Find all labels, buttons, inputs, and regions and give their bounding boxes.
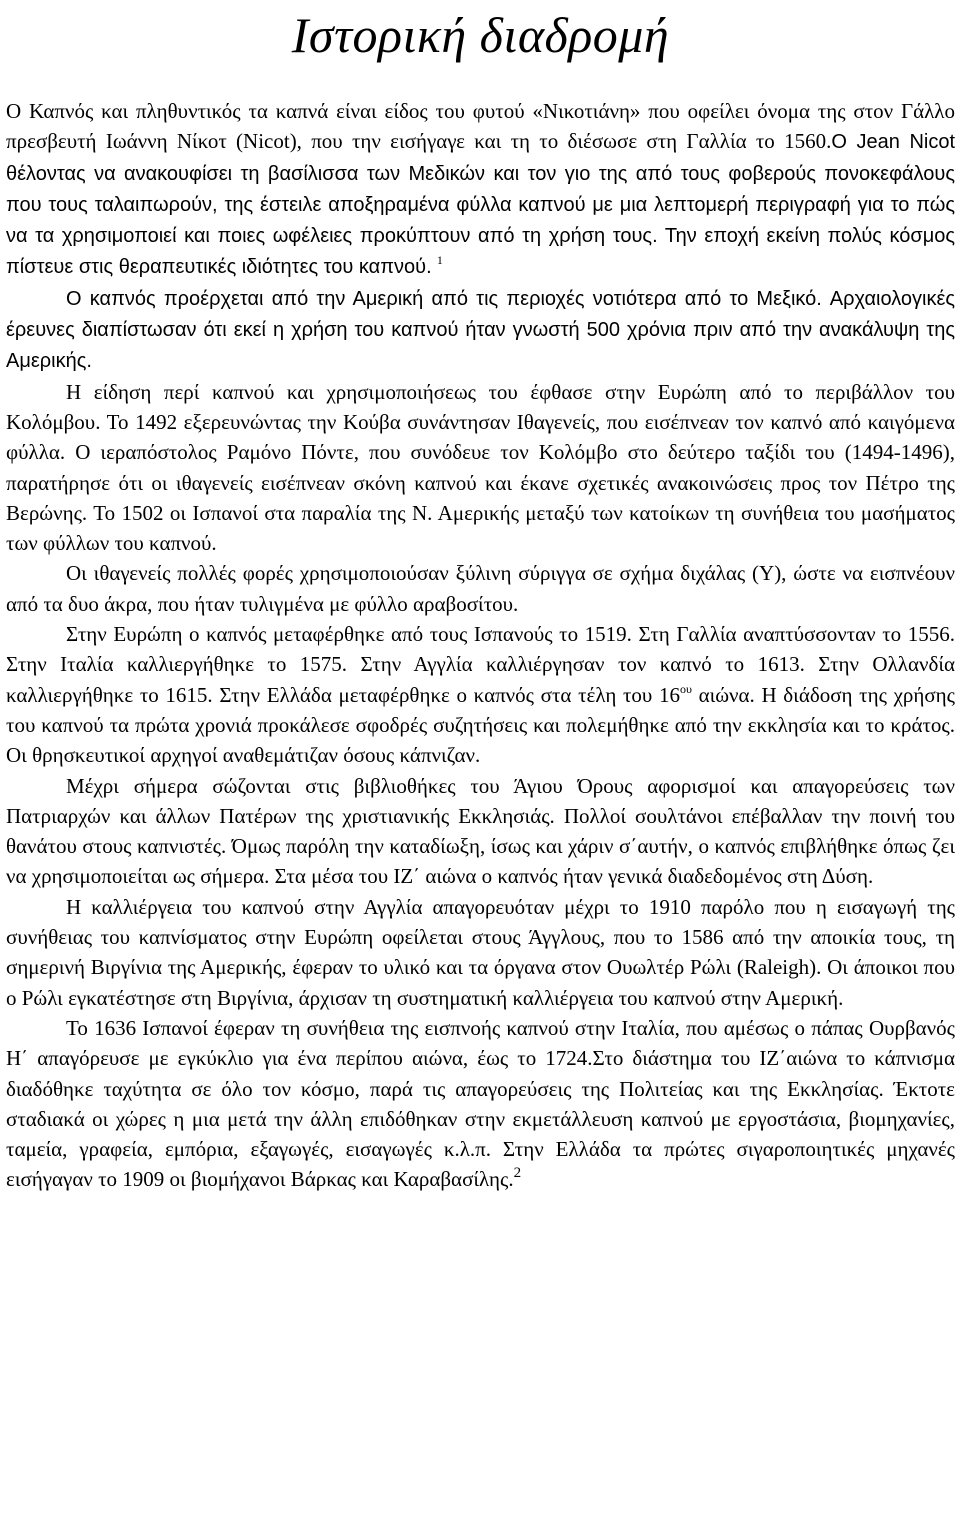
paragraph-natives-pipe: Οι ιθαγενείς πολλές φορές χρησιμοποιούσαν ξύλινη σύριγγα σε σχήμα διχάλας (Υ), ώστε να εισπνέουν από τα δυο άκρα, που ήταν τυλιγμένα με φύλλο αραβοσίτου. xyxy=(6,561,955,616)
paragraph-italy-industry xyxy=(6,1013,955,1195)
ordinal-superscript: ου xyxy=(679,681,692,696)
paragraph-nicot-story: Ο Jean Nicot θέλοντας να ανακουφίσει τη βασίλισσα των Μεδικών και τον γιο της από τους φοβερούς πονοκεφάλους που τους ταλαιπωρούν, της έστειλε αποξηραμένα φύλλα καπνού με μια λεπτομερή περιγραφή για το πώς να τα χρησιμοποιεί και ποιες ωφέλειες προκύπτουν από τη χρήση τους. Την εποχή εκείνη πολύς κόσμος πίστευε στις θεραπευτικές ιδιότητες του καπνού. xyxy=(6,131,956,279)
footnote-ref-2: 2 xyxy=(513,1165,522,1182)
document-body xyxy=(6,68,955,1195)
page-title: Ιστορική διαδρομή xyxy=(291,7,670,63)
paragraph-europe-spread-text: Στην Ευρώπη ο καπνός μεταφέρθηκε από τους Ισπανούς το 1519. Στη Γαλλία αναπτύσσονταν το 1556. Στην Ιταλία καλλιεργήθηκε το 1575. Στην Αγγλία καλλιέργησαν τον καπνό το 1613. Στην Ολλανδία καλλιεργήθηκε το 1615. Στην Ελλάδα μεταφέρθηκε ο καπνός στα τέλη του 16 xyxy=(6,622,955,707)
paragraph-church-bans: Μέχρι σήμερα σώζονται στις βιβλιοθήκες του Άγιου Όρους αφορισμοί και απαγορεύσεις των Πατριαρχών και άλλων Πατέρων της χριστιανικής Εκκλησιάς. Πολλοί σουλτάνοι επέβαλλαν την ποινή του θανάτου στους καπνιστές. Όμως παρόλη την καταδίωξη, ίσως και χάριν σ΄αυτήν, ο καπνός επιβλήθηκε όπως ζει να χρησιμοποιείται ως σήμερα. Στα μέσα του ΙΖ΄ αιώνα ο καπνός ήταν γενικά διαδεδομένος στη Δύση. xyxy=(6,773,955,889)
paragraph-archaeology: Αρχαιολογικές έρευνες διαπίστωσαν ότι εκεί η χρήση του καπνού ήταν γνωστή 500 χρόνια πριν από την ανακάλυψη της Αμερικής. xyxy=(6,287,956,373)
paragraph-england: Η καλλιέργεια του καπνού στην Αγγλία απαγορευόταν μέχρι το 1910 παρόλο που η εισαγωγή της συνήθειας του καπνίσματος στην Ευρώπη οφείλεται στους Άγγλους, που το 1586 από την αποικία τους, τη σημερινή Βιργίνια της Αμερικής, έφεραν το υλικό και τα όργανα στον Ουωλτέρ Ρώλι (Raleigh). Οι άποικοι που ο Ρώλι εγκατέστησε στη Βιργίνια, άρχισαν τη συστηματική καλλιέργεια του καπνού στην Αμερική. xyxy=(6,894,955,1010)
paragraph-origin-name xyxy=(6,96,955,283)
paragraph-columbus: Η είδηση περί καπνού και χρησιμοποιήσεως του έφθασε στην Ευρώπη από το περιβάλλον του Κολόμβου. Το 1492 εξερευνώντας την Κούβα συνάντησαν Ιθαγενείς, που εισέπνεαν τον καπνό από καιγόμενα φύλλα. Ο ιεραπόστολος Ραμόνο Πόντε, που συνόδευε τον Κολόμβο στο δεύτερο ταξίδι του (1494-1496), παρατήρησε ότι οι ιθαγενείς εισέπνεαν σκόνη καπνού και έκανε σχετικές ανακοινώσεις προς τον Πέτρο της Βερώνης. Το 1502 οι Ισπανοί στα παραλία της Ν. Αμερικής μεταξύ των κατοίκων τη συνήθεια του μασήματος των φύλλων του καπνού. xyxy=(6,379,955,556)
footnote-ref-1: 1 xyxy=(436,253,443,268)
paragraph-europe-spread-text-2: αιώνα. Η διάδοση της χρήσης του καπνού τα πρώτα χρονιά προκάλεσε σφοδρές συζητήσεις και πολεμήθηκε από την εκκλησία και το κράτος. Οι θρησκευτικοί αρχηγοί αναθεμάτιζαν όσους κάπνιζαν. xyxy=(6,682,955,768)
paragraph-origin-name-text: Ο Καπνός και πληθυντικός τα καπνά είναι είδος του φυτού «Νικοτιάνη» που οφείλει όνομα της στον Γάλλο πρεσβευτή Ιωάννη Νίκοτ (Nicot), που την εισήγαγε και τη το διέσωσε στη Γαλλία το 1560. xyxy=(6,99,955,154)
paragraph-america-origin-text: Ο καπνός προέρχεται από την Αμερική από τις περιοχές νοτιότερα από το Μεξικό. xyxy=(66,287,822,310)
paragraph-europe-spread xyxy=(6,619,955,770)
paragraph-america-origin xyxy=(6,283,955,377)
paragraph-italy-industry-text: Το 1636 Ισπανοί έφεραν τη συνήθεια της εισπνοής καπνού στην Ιταλία, που αμέσως ο πάπας Ουρβανός Η΄ απαγόρευσε με εγκύκλιο για ένα περίπου αιώνα, έως το 1724.Στο διάστημα του ΙΖ΄αιώνα το κάπνισμα διαδόθηκε ταχύτητα σε όλο τον κόσμο, παρά τις απαγορεύσεις της Πολιτείας και της Εκκλησίας. Έκτοτε σταδιακά οι χώρες η μια μετά την άλλη επιδόθηκαν στην εκμετάλλευση καπνού με εργοστάσια, βιομηχανίες, ταμεία, γραφεία, εμπόρια, εξαγωγές, εισαγωγές κ.λ.π. Στην Ελλάδα τα πρώτες σιγαροποιητικές μηχανές εισήγαγαν το 1909 οι βιομήχανοι Βάρκας και Καραβασίλης. xyxy=(6,1015,955,1192)
